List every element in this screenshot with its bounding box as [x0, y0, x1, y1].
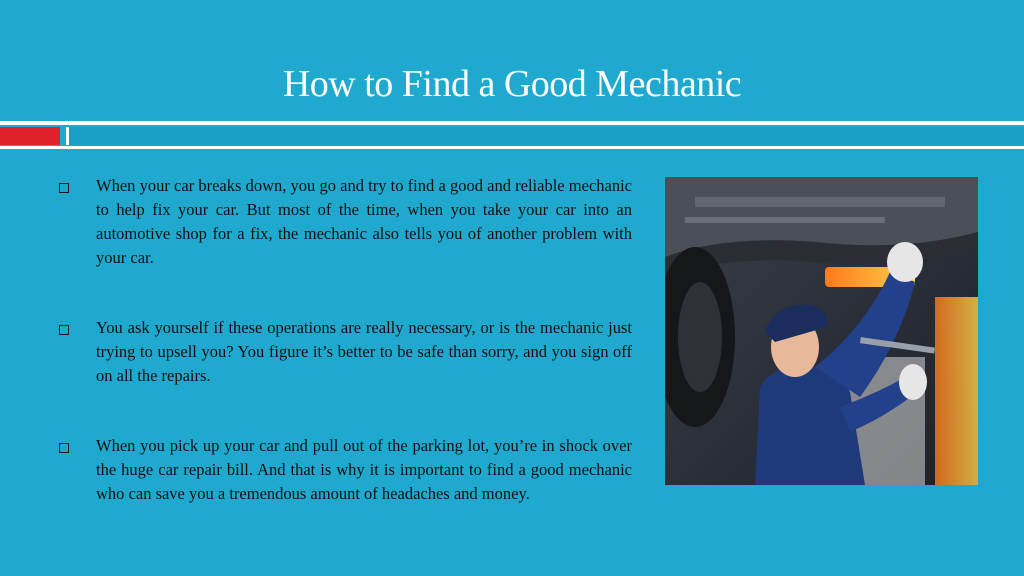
mechanic-photo: [665, 177, 978, 485]
square-bullet-icon: [59, 325, 69, 335]
square-bullet-icon: [59, 443, 69, 453]
slide-title: How to Find a Good Mechanic: [282, 63, 742, 105]
bullet-text: You ask yourself if these operations are really necessary, or is the mechanic just trying to upsell you? You figure it’s better to be safe than sorry, and you sign off on all the repairs.: [96, 318, 632, 385]
bullet-text: When your car breaks down, you go and try to find a good and reliable mechanic to help fix your car. But most of the time, when you take your car into an automotive shop for a fix, the mechanic also tells you of another problem with your car.: [96, 176, 632, 267]
bullet-item: [56, 174, 632, 270]
divider-top: [0, 121, 1024, 125]
bullet-list: [56, 174, 632, 552]
square-bullet-icon: [59, 183, 69, 193]
bullet-item: [56, 316, 632, 388]
bullet-item: [56, 434, 632, 506]
divider-red-accent: [0, 127, 60, 145]
divider-bottom: [0, 146, 1024, 149]
divider-blue-band: [66, 127, 1024, 145]
bullet-text: When you pick up your car and pull out of the parking lot, you’re in shock over the huge car repair bill. And that is why it is important to find a good mechanic who can save you a tremendous amount of headaches and money.: [96, 436, 632, 503]
